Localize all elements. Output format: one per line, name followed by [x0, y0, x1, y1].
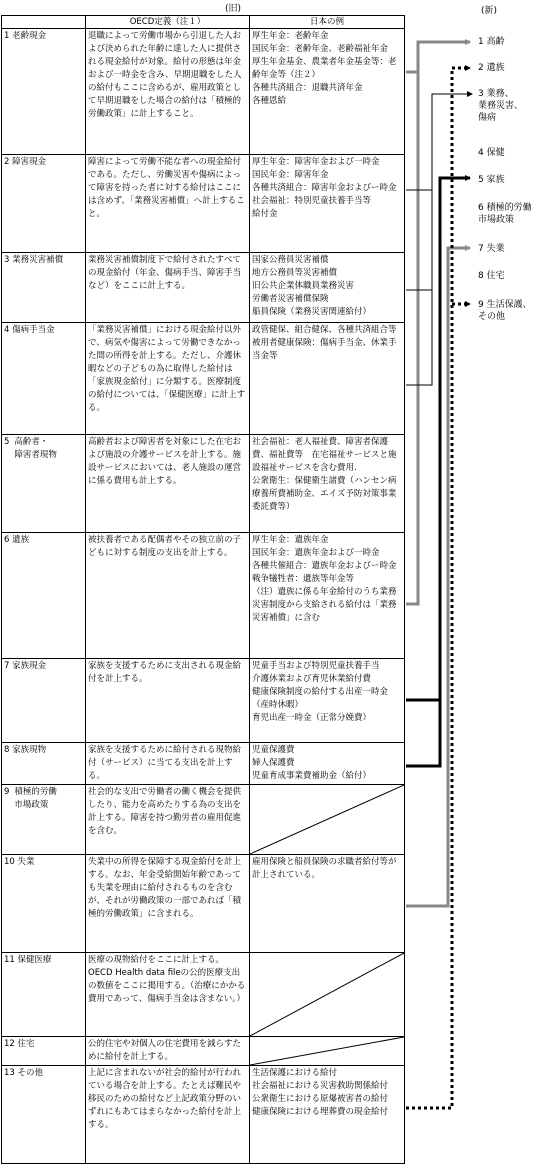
definition-cell: 上記に含まれないが社会的給付が行われている場合を計上する。たとえば難民や移民のための給付など上記政策分野のいずれにもあてはまらなかった給付を計上する。 — [86, 1066, 250, 1164]
old-header: (旧) — [225, 4, 242, 14]
new-category: 7 失業 — [478, 244, 505, 254]
category-label: 10 — [4, 857, 15, 867]
japan-example-cell: 児童手当および特別児童扶養手当 介護休業および育児休業給付費 健康保険制度の給付する出産一時金（産時休暇） 育児出産一時金（正常分娩費） — [250, 659, 405, 743]
definition-cell: 社会的な支出で労働者の働く機会を提供したり、能力を高めたりする為の支出を計上する。障害を持つ勤労者の雇用促進を含む。 — [86, 785, 250, 855]
definition-cell: 医療の現物給付をここに計上する。OECD Health data fileの公的医療支出の数値をここに掲用する。（治療にかかる費用であって、傷病手当金は含まない。） — [86, 953, 250, 1037]
japan-example-cell: 政管健保、組合健保、各種共済組合等被用者健康保険：傷病手当金、休業手当金等 — [250, 323, 405, 435]
category-label: 住宅 — [17, 1039, 35, 1049]
definition-cell: 「業務災害補償」における現金給付以外で、病気や傷害によって労働できなかった間の所得を計上する。ただし、介護休暇などの子どもの為に取得した給付は「家族現金給付」に分類する。医療制度の給付については、「保健医療」に計上する。 — [86, 323, 250, 435]
japan-example-cell: 厚生年金：遺族年金 国民年金：遺族年金および一時金 各種共催組合：遺族年金およびー時金 戦争犠牲者：遺族等年金等 （注）遺族に係る年金給付のうち業務災害制度から支給される給付は「業務災害補償」に含む — [250, 533, 405, 659]
category-label: 業務災害補償 — [12, 255, 64, 265]
connector-thin — [406, 94, 472, 190]
connector-dotted — [406, 68, 470, 1108]
japan-example-cell: 社会福祉：老人福祉費、障害者保護費、福祉費等 在宅福祉サービスと施設福祉サービスを含む費用. 公衆衛生：保健衛生諸費（ハンセン病療養所費補助金、エイズ予防対策事業委託費等） — [250, 435, 405, 533]
category-label: 保健医療 — [17, 955, 52, 965]
japan-example-cell: 児童保護費 婦人保護費 児童育成事業費補助金（給付） — [250, 743, 405, 785]
definition-cell: 障害によって労働不能な者への現金給付である。ただし、労働災害や傷病によって障害を持った者に対する給付はここには含めず、「業務災害補償」へ計上すること。 — [86, 155, 250, 253]
category-label: その他 — [17, 1068, 44, 1078]
category-label: 家族現金 — [12, 661, 47, 671]
definition-cell: 家族を支援するために給付される現物給付（サービス）に当てる支出を計上する。 — [86, 743, 250, 785]
new-category: 8 住宅 — [478, 271, 505, 281]
definition-cell: 業務災害補償制度下で給付されたすべての現金給付（年金、傷病手当、障害手当など）をここに計上する。 — [86, 253, 250, 323]
category-label: 失業 — [17, 857, 35, 867]
definition-cell: 被扶養者である配偶者やその独立前の子どもに対する制度の支出を計上する。 — [86, 533, 250, 659]
new-category: 6 積極的労働 市場政策 — [478, 203, 532, 225]
category-label: 4 — [4, 325, 10, 335]
category-label: 3 — [4, 255, 10, 265]
category-label: 積極的労働 市場政策 — [14, 787, 57, 810]
definition-cell: 公的住宅や対個人の住宅費用を減らすために給付を計上する。 — [86, 1037, 250, 1066]
category-label: 6 — [4, 535, 10, 545]
category-label: 7 — [4, 661, 10, 671]
new-category: 1 高齢 — [478, 37, 505, 47]
category-label: 傷病手当金 — [12, 325, 55, 335]
connector-gray — [406, 42, 418, 604]
category-label: 12 — [4, 1039, 15, 1049]
category-label: 遺族 — [12, 535, 30, 545]
category-label: 障害現金 — [12, 157, 47, 167]
column-header: 日本の例 — [250, 16, 405, 29]
japan-example-cell: 国家公務員災害補償 地方公務員等災害補償 旧公共企業体職員業務災害 労働者災害補償保険 船員保険（業務災害関連給付） — [250, 253, 405, 323]
japan-example-cell: 厚生年金：老齢年金 国民年金：老齢年金、老齢福祉年金 厚生年金基金、農業者年金基金等：老齢年金等（注２） 各種共済組合：退職共済年金 各種恩給 — [250, 29, 405, 155]
connector-gray — [406, 248, 470, 906]
category-label: 家族現物 — [12, 745, 47, 755]
japan-example-cell: 雇用保険と船員保険の求職者給付等が計上されている。 — [250, 855, 405, 953]
new-category: 2 遺族 — [478, 63, 505, 73]
japan-example-cell: 厚生年金：障害年金および一時金 国民年金：障害年金 各種共済組合：障害年金およびー時金 社会福祉：特別児童扶養手当等 給付金 — [250, 155, 405, 253]
category-label: 2 — [4, 157, 10, 167]
definition-cell: 高齢者および障害者を対象にした在宅および施設の介護サービスを計上する。施設サービスにおいては、老人施設の運営に係る費用も計上する。 — [86, 435, 250, 533]
new-category: 9 生活保護、 その他 — [478, 300, 532, 322]
category-label: 8 — [4, 745, 10, 755]
japan-example-cell: 生活保護における給付 社会福祉における災害救助関係給付 公衆衛生における原爆被害者の給付 健康保険における埋葬費の現金給付 — [250, 1066, 405, 1164]
category-label: 11 — [4, 955, 15, 965]
category-label: 13 — [4, 1068, 15, 1078]
category-label: 9 — [4, 787, 10, 797]
column-header: OECD定義（注１） — [86, 16, 250, 29]
new-category: 4 保健 — [478, 148, 505, 158]
definition-cell: 退職によって労働市場から引退した人および決められた年齢に達した人に提供される現金給付が対象。給付の形態は年金および一時金を含み、早期退職をした人の給付もここに含めるが、雇用政策として早期退職をした場合の給付は「積極的労働政策」に計上すること。 — [86, 29, 250, 155]
new-header: (新) — [481, 6, 498, 16]
definition-cell: 失業中の所得を保障する現金給付を計上する。なお、年金受給開始年齢であっても失業を理由に給付されるものを含むが、それが労働政策の一部であれば「積極的労働政策」に含まれる。 — [86, 855, 250, 953]
category-label: 5 — [4, 437, 10, 447]
category-label: 高齢者・ 障害者現物 — [14, 437, 57, 460]
connector-thick — [406, 178, 470, 700]
new-category: 5 家族 — [478, 175, 505, 185]
definition-cell: 家族を支援するために支出される現金給付を計上する。 — [86, 659, 250, 743]
new-category: 3 業務、 業務災害、 傷病 — [478, 89, 524, 123]
category-label: 老齢現金 — [12, 31, 47, 41]
connector-thick — [406, 700, 440, 766]
category-label: 1 — [4, 31, 10, 41]
